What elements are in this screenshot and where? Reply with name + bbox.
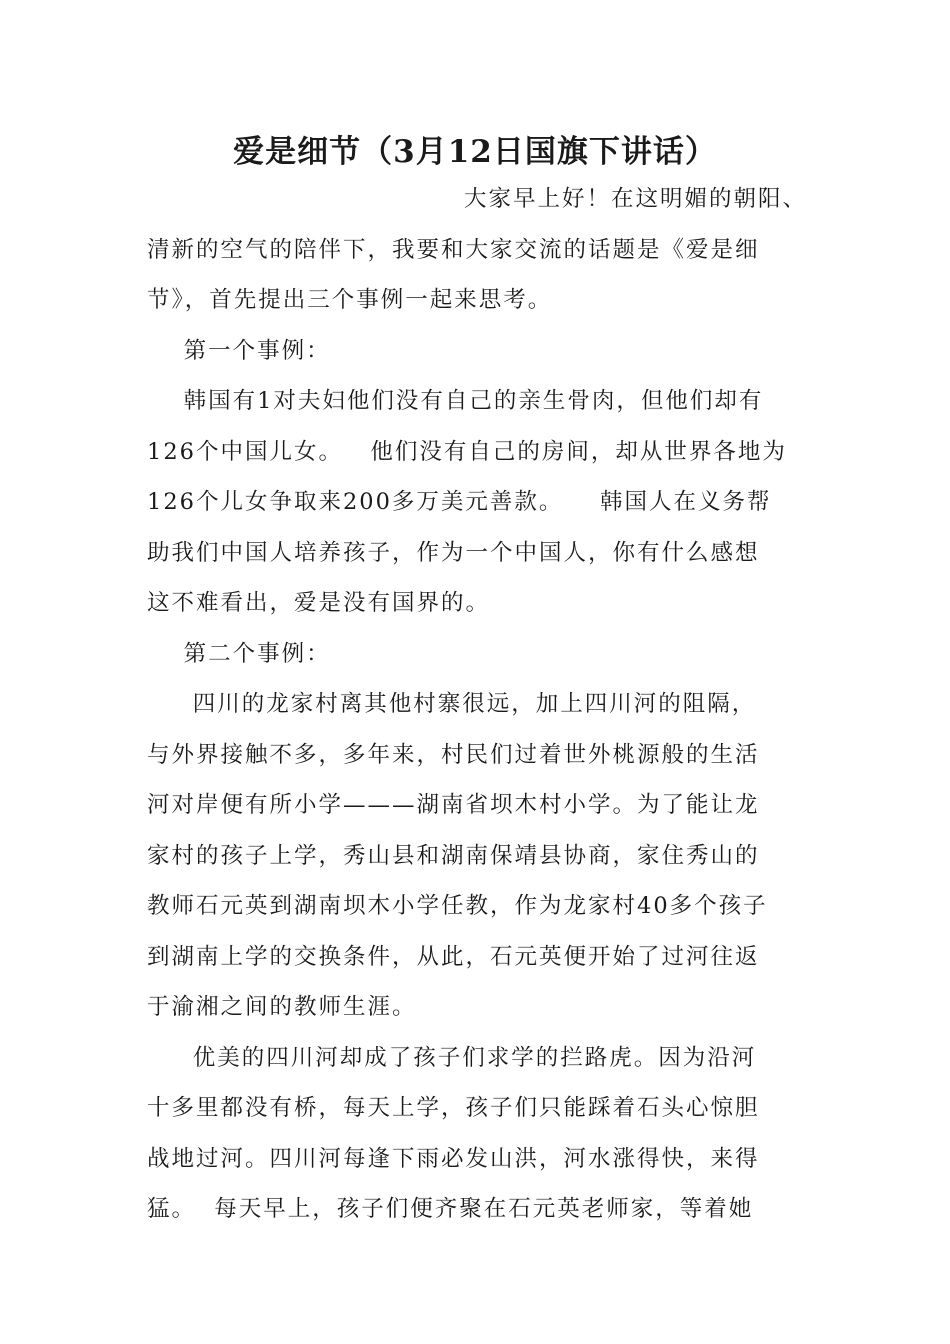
body-line-2: 清新的空气的陪伴下，我要和大家交流的话题是《爱是细 <box>147 236 760 263</box>
section-heading-2: 第二个事例： <box>147 640 331 667</box>
document-title: 爱是细节（3月12日国旗下讲话） <box>233 134 717 170</box>
body-line-21: 猛。 每天早上，孩子们便齐聚在石元英老师家，等着她 <box>147 1196 754 1222</box>
body-line-13: 河对岸便有所小学———湖南省坝木村小学。为了能让龙 <box>147 792 760 818</box>
body-line-18: 优美的四川河却成了孩子们求学的拦路虎。因为沿河 <box>147 1044 757 1071</box>
body-line-8: 助我们中国人培养孩子，作为一个中国人，你有什么感想 <box>147 539 760 566</box>
document-body <box>147 174 807 1235</box>
body-line-19: 十多里都没有桥，每天上学，孩子们只能踩着石头心惊胆 <box>147 1095 760 1121</box>
body-line-15: 教师石元英到湖南坝木小学任教，作为龙家村40多个孩子 <box>147 893 768 919</box>
body-line-7: 126个儿女争取来200多万美元善款。 韩国人在义务帮 <box>147 489 772 515</box>
body-line-16: 到湖南上学的交换条件，从此，石元英便开始了过河往返 <box>147 943 760 970</box>
body-line-6: 126个中国儿女。 他们没有自己的房间，却从世界各地为 <box>147 438 787 465</box>
body-line-11: 四川的龙家村离其他村寨很远，加上四川河的阻隔， <box>147 691 757 717</box>
body-line-5: 韩国有1对夫妇他们没有自己的亲生骨肉，但他们却有 <box>147 388 764 414</box>
body-line-17: 于渝湘之间的教师生涯。 <box>147 994 417 1020</box>
body-line-1: 大家早上好！在这明媚的朝阳、 <box>463 186 807 212</box>
body-line-3: 节》，首先提出三个事例一起来思考。 <box>147 287 553 313</box>
body-line-12: 与外界接触不多，多年来，村民们过着世外桃源般的生活 <box>147 741 760 768</box>
body-line-14: 家村的孩子上学，秀山县和湖南保靖县协商，家住秀山的 <box>147 842 760 869</box>
section-heading-1: 第一个事例： <box>147 337 331 364</box>
body-line-20: 战地过河。四川河每逢下雨必发山洪，河水涨得快，来得 <box>147 1145 760 1172</box>
body-line-9: 这不难看出，爱是没有国界的。 <box>147 590 491 616</box>
